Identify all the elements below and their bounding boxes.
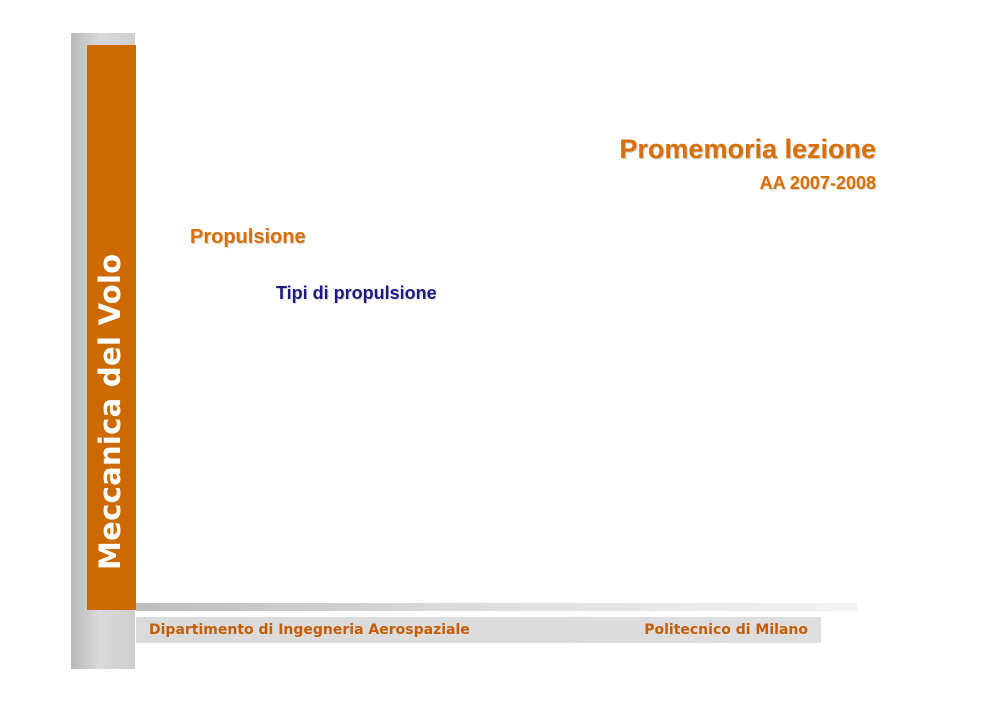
section-heading: Propulsione <box>190 226 306 248</box>
footer-bar <box>136 617 821 643</box>
footer-department: Dipartimento di Ingegneria Aerospaziale <box>149 622 470 638</box>
footer-institution: Politecnico di Milano <box>644 622 808 638</box>
page-title: Promemoria lezione <box>619 134 876 164</box>
list-item: Tipi di propulsione <box>276 283 437 303</box>
vertical-title-container <box>87 45 136 610</box>
academic-year: AA 2007-2008 <box>759 173 876 193</box>
course-title-vertical: Meccanica del Volo <box>92 253 127 570</box>
horizontal-divider <box>136 603 857 611</box>
